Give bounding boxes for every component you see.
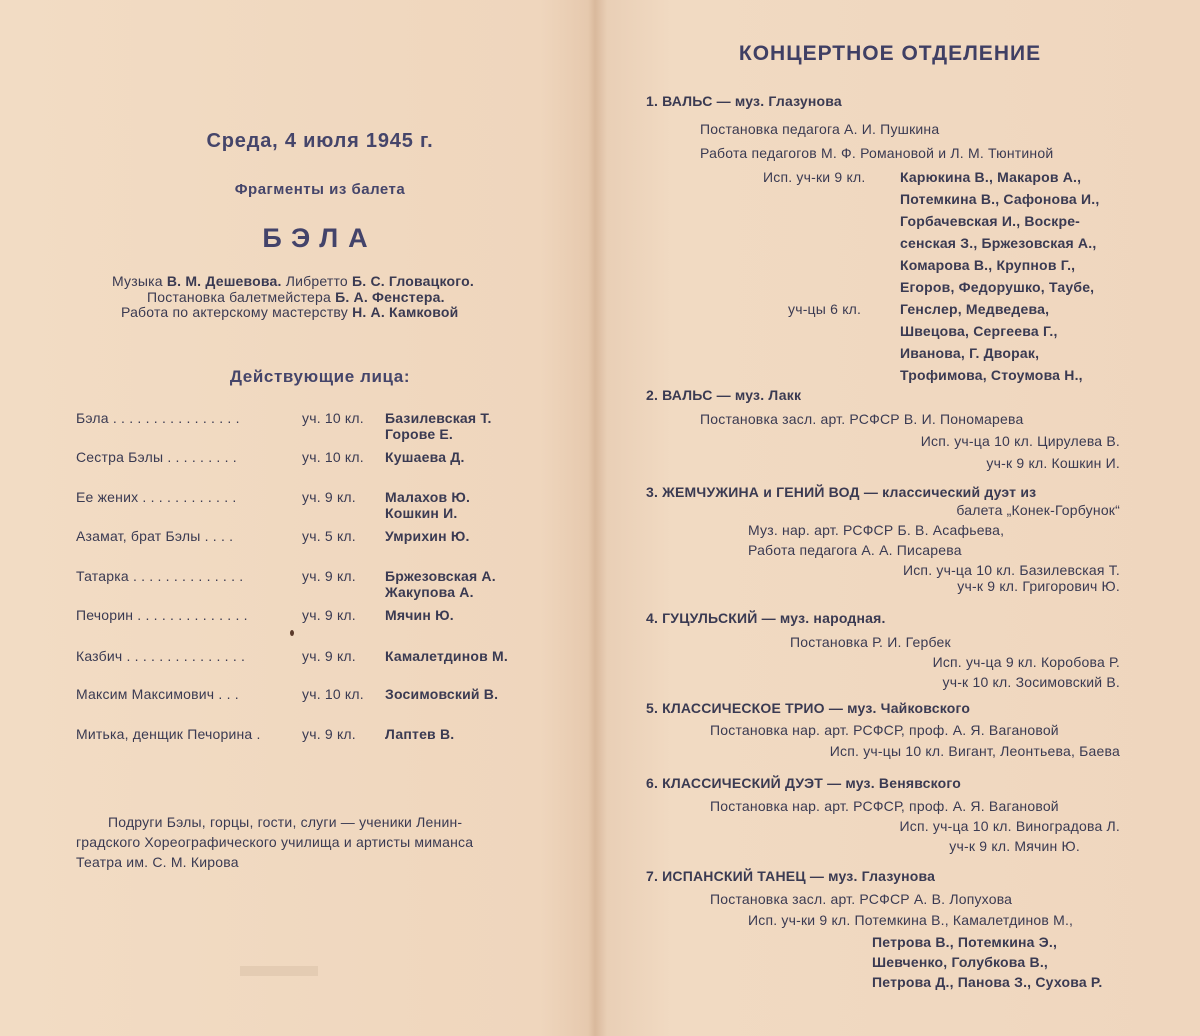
performer-line: Потемкина В., Сафонова И., bbox=[900, 191, 1100, 207]
cast-name: Горове Е. bbox=[385, 426, 454, 442]
performer-line: Петрова Д., Панова З., Сухова Р. bbox=[872, 974, 1103, 990]
cast-grade: уч. 9 кл. bbox=[302, 489, 356, 505]
cast-name: Бржезовская А. bbox=[385, 568, 496, 584]
item-line: Исп. уч-ца 10 кл. Виноградова Л. bbox=[899, 818, 1120, 834]
cast-name: Лаптев В. bbox=[385, 726, 455, 742]
cast-grade: уч. 9 кл. bbox=[302, 568, 356, 584]
performer-line: Горбачевская И., Воскре- bbox=[900, 213, 1081, 229]
ink-blot bbox=[290, 630, 294, 636]
performer-line: Комарова В., Крупнов Г., bbox=[900, 257, 1076, 273]
item-line: Постановка засл. арт. РСФСР А. В. Лопухова bbox=[710, 891, 1013, 907]
item-title-cont: балета „Конек-Горбунок“ bbox=[956, 502, 1120, 518]
cast-grade: уч. 10 кл. bbox=[302, 449, 364, 465]
performer-line: сенская З., Бржезовская А., bbox=[900, 235, 1097, 251]
item-line: Исп. уч-ца 10 кл. Базилевская Т. bbox=[902, 562, 1120, 578]
cast-role: Азамат, брат Бэлы . . . . bbox=[76, 528, 234, 544]
cast-name: Жакупова А. bbox=[385, 584, 474, 600]
cast-name: Базилевская Т. bbox=[385, 410, 492, 426]
performer-line: Швецова, Сергеева Г., bbox=[900, 323, 1058, 339]
cast-grade: уч. 5 кл. bbox=[302, 528, 356, 544]
item-line: Исп. уч-ца 9 кл. Коробова Р. bbox=[932, 654, 1120, 670]
cast-name: Малахов Ю. bbox=[385, 489, 471, 505]
item-line: Работа педагогов М. Ф. Романовой и Л. М. Тюнтиной bbox=[700, 145, 1054, 161]
item-line: Постановка педагога А. И. Пушкина bbox=[700, 121, 940, 137]
cast-grade: уч. 10 кл. bbox=[302, 686, 364, 702]
cast-name: Мячин Ю. bbox=[385, 607, 454, 623]
concert-heading: КОНЦЕРТНОЕ ОТДЕЛЕНИЕ bbox=[738, 42, 1042, 65]
item-line: Исп. уч-ки 9 кл. Потемкина В., Камалетдинов М., bbox=[748, 912, 1074, 928]
performer-label: уч-цы 6 кл. bbox=[788, 301, 862, 317]
performer-line: Трофимова, Стоумова Н., bbox=[900, 367, 1083, 383]
item-line: уч-к 9 кл. Кошкин И. bbox=[986, 455, 1120, 471]
cast-role: Бэла . . . . . . . . . . . . . . . . bbox=[76, 410, 240, 426]
item-title: 1. ВАЛЬС — муз. Глазунова bbox=[646, 93, 842, 109]
cast-name: Умрихин Ю. bbox=[385, 528, 470, 544]
faded-stamp bbox=[240, 966, 318, 976]
credit-staging: Постановка балетмейстера Б. А. Фенстера. bbox=[147, 289, 445, 305]
cast-role: Митька, денщик Печорина . bbox=[76, 726, 261, 742]
cast-role: Татарка . . . . . . . . . . . . . . bbox=[76, 568, 244, 584]
item-title: 6. КЛАССИЧЕСКИЙ ДУЭТ — муз. Венявского bbox=[646, 775, 962, 791]
cast-name: Зосимовский В. bbox=[385, 686, 499, 702]
cast-heading: Действующие лица: bbox=[229, 367, 411, 386]
performer-line: Генслер, Медведева, bbox=[900, 301, 1050, 317]
cast-name: Кушаева Д. bbox=[385, 449, 465, 465]
performance-date: Среда, 4 июля 1945 г. bbox=[206, 130, 434, 152]
performer-line: Егоров, Федорушко, Таубе, bbox=[900, 279, 1095, 295]
cast-role: Печорин . . . . . . . . . . . . . . bbox=[76, 607, 248, 623]
item-line: Работа педагога А. А. Писарева bbox=[748, 542, 962, 558]
fragments-subtitle: Фрагменты из балета bbox=[234, 181, 406, 198]
cast-role: Сестра Бэлы . . . . . . . . . bbox=[76, 449, 237, 465]
item-line: Постановка нар. арт. РСФСР, проф. А. Я. Вагановой bbox=[710, 722, 1059, 738]
performer-label: Исп. уч-ки 9 кл. bbox=[763, 169, 866, 185]
cast-name: Камалетдинов М. bbox=[385, 648, 508, 664]
cast-role: Ее жених . . . . . . . . . . . . bbox=[76, 489, 237, 505]
credit-acting: Работа по актерскому мастерству Н. А. Камковой bbox=[121, 304, 459, 320]
cast-grade: уч. 9 кл. bbox=[302, 648, 356, 664]
cast-role: Максим Максимович . . . bbox=[76, 686, 239, 702]
performer-line: Иванова, Г. Дворак, bbox=[900, 345, 1040, 361]
item-line: Исп. уч-ца 10 кл. Цирулева В. bbox=[920, 433, 1120, 449]
item-title: 3. ЖЕМЧУЖИНА и ГЕНИЙ ВОД — классический дуэт из bbox=[646, 484, 1037, 500]
cast-name: Кошкин И. bbox=[385, 505, 458, 521]
cast-grade: уч. 10 кл. bbox=[302, 410, 364, 426]
item-line: уч-к 9 кл. Мячин Ю. bbox=[949, 838, 1080, 854]
item-line: Постановка Р. И. Гербек bbox=[790, 634, 951, 650]
cast-grade: уч. 9 кл. bbox=[302, 726, 356, 742]
footer-line: Театра им. С. М. Кирова bbox=[76, 854, 239, 870]
footer-line: градского Хореографического училища и артисты миманса bbox=[76, 834, 474, 850]
cast-role: Казбич . . . . . . . . . . . . . . . bbox=[76, 648, 246, 664]
item-title: 5. КЛАССИЧЕСКОЕ ТРИО — муз. Чайковского bbox=[646, 700, 971, 716]
item-line: Постановка нар. арт. РСФСР, проф. А. Я. Вагановой bbox=[710, 798, 1059, 814]
item-line: уч-к 9 кл. Григорович Ю. bbox=[957, 578, 1120, 594]
item-line: Исп. уч-цы 10 кл. Вигант, Леонтьева, Баева bbox=[829, 743, 1120, 759]
item-title: 4. ГУЦУЛЬСКИЙ — муз. народная. bbox=[646, 610, 886, 626]
item-line: уч-к 10 кл. Зосимовский В. bbox=[942, 674, 1120, 690]
performer-line: Карюкина В., Макаров А., bbox=[900, 169, 1082, 185]
item-line: Муз. нар. арт. РСФСР Б. В. Асафьева, bbox=[748, 522, 1005, 538]
performer-line: Петрова В., Потемкина Э., bbox=[872, 934, 1058, 950]
ballet-title: БЭЛА bbox=[262, 223, 378, 253]
item-title: 7. ИСПАНСКИЙ ТАНЕЦ — муз. Глазунова bbox=[646, 868, 936, 884]
item-title: 2. ВАЛЬС — муз. Лакк bbox=[646, 387, 802, 403]
item-line: Постановка засл. арт. РСФСР В. И. Пономарева bbox=[700, 411, 1024, 427]
credit-music: Музыка В. М. Дешевова. Либретто Б. С. Гловацкого. bbox=[112, 273, 474, 289]
cast-grade: уч. 9 кл. bbox=[302, 607, 356, 623]
performer-line: Шевченко, Голубкова В., bbox=[872, 954, 1048, 970]
footer-line: Подруги Бэлы, горцы, гости, слуги — ученики Ленин- bbox=[108, 814, 463, 830]
